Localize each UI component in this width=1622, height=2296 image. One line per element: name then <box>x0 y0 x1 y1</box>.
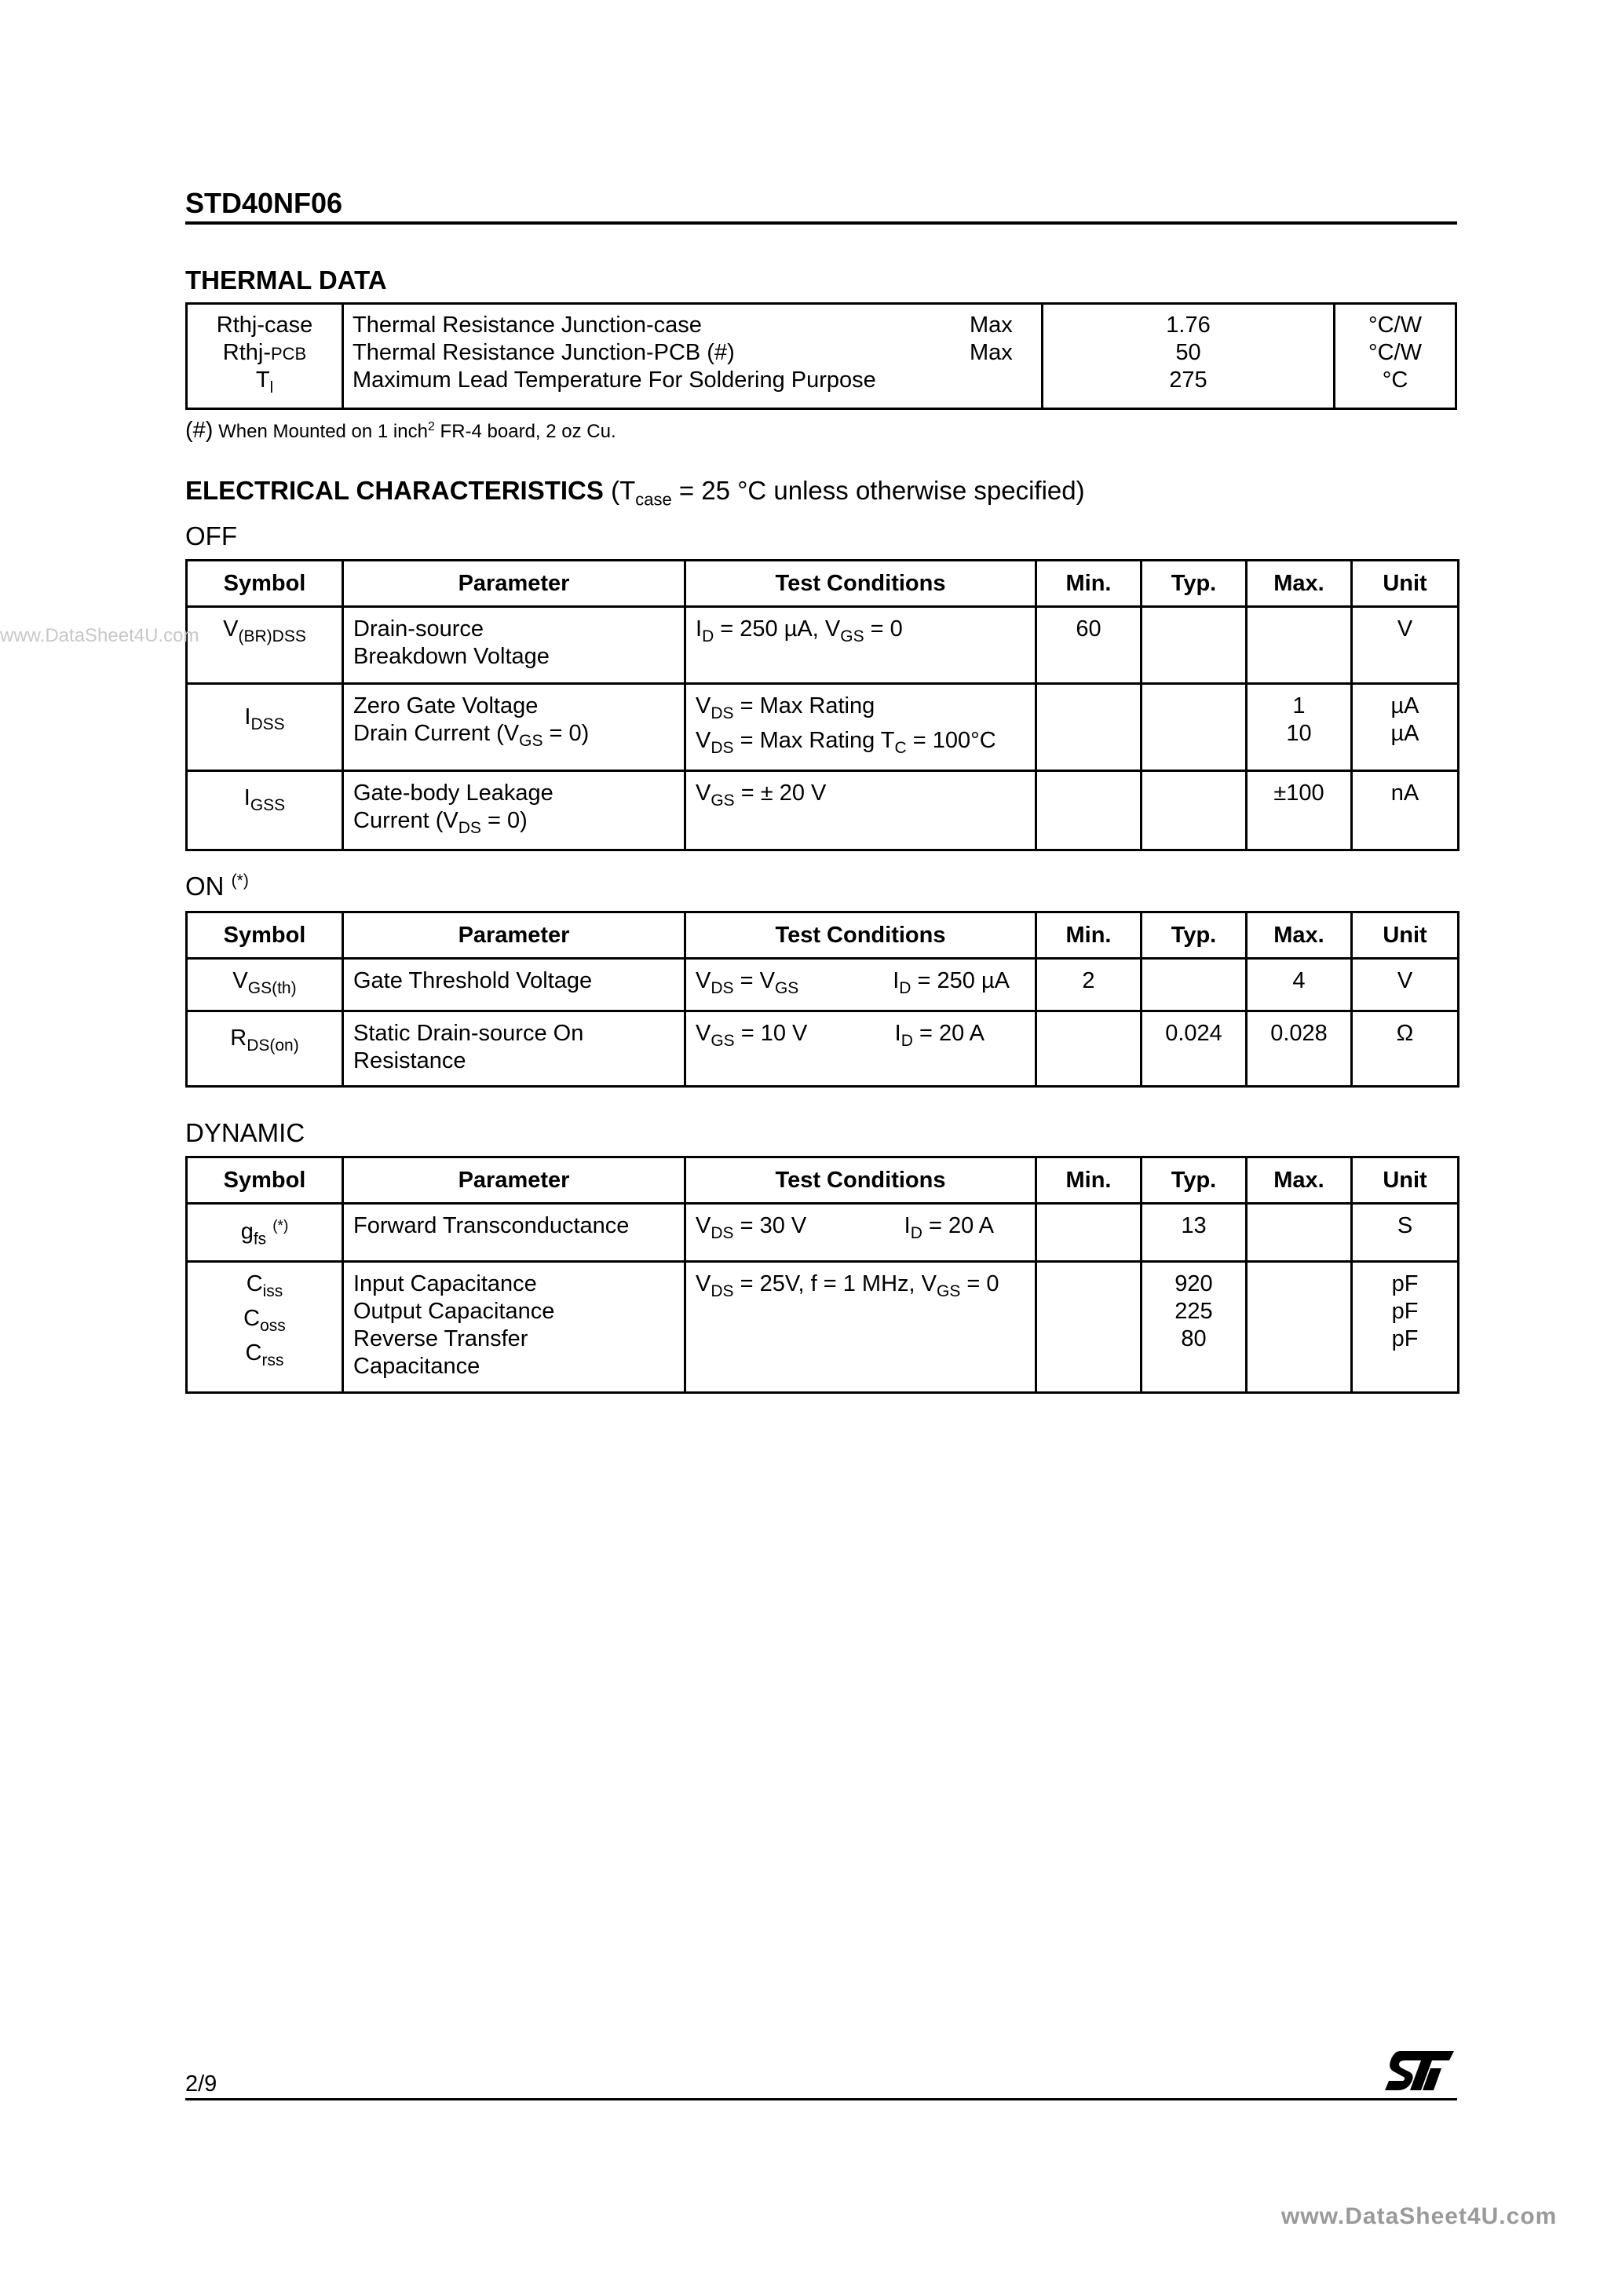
symbol-cell: $g_{fs}$ (*) <box>187 1204 343 1262</box>
symbol-cell: $I_{GSS}$ <box>187 770 343 850</box>
column-header: Max. <box>1247 1157 1352 1204</box>
on-section-label: ON (*) <box>185 872 249 901</box>
parameter-cell: Zero Gate Voltage Drain Current $(V_{GS} = 0)$ <box>343 684 685 771</box>
max-cell <box>1247 607 1352 684</box>
column-header: Max. <box>1247 561 1352 607</box>
table-row <box>187 1262 1459 1393</box>
typ-cell <box>1142 684 1247 771</box>
min-cell <box>1036 1011 1142 1086</box>
table-row <box>187 1011 1459 1086</box>
table-row <box>187 1204 1459 1262</box>
thermal-unit: °C/W <box>1368 340 1422 365</box>
min-cell <box>1036 1204 1142 1262</box>
dynamic-characteristics-table <box>185 1156 1459 1394</box>
dynamic-section-label: DYNAMIC <box>185 1118 305 1147</box>
column-header: Test Conditions <box>685 912 1036 959</box>
thermal-footnote: (#) When Mounted on 1 inch$^2$ FR-4 board, 2 oz Cu. <box>185 418 616 443</box>
st-logo-icon <box>1383 2049 1456 2092</box>
watermark-text: www.DataSheet4U.com <box>0 625 199 646</box>
unit-cell: V <box>1352 607 1459 684</box>
table-header-row <box>187 912 1459 959</box>
unit-cell: nA <box>1352 770 1459 850</box>
unit-cell: Ω <box>1352 1011 1459 1086</box>
test-conditions-cell: $V_{DS}$ = Max Rating $V_{DS}$ = Max Rating $T_C = 100^\circ C$ <box>685 684 1036 771</box>
typ-cell <box>1142 607 1247 684</box>
max-cell <box>1247 1262 1352 1393</box>
unit-cell: µA µA <box>1352 684 1459 771</box>
unit-cell: S <box>1352 1204 1459 1262</box>
table-row <box>187 684 1459 771</box>
on-characteristics-table <box>185 911 1459 1088</box>
column-header: Symbol <box>187 561 343 607</box>
electrical-characteristics-heading: ELECTRICAL CHARACTERISTICS ($T_{case} = 25$ °C unless otherwise specified) <box>185 476 1085 510</box>
column-header: Parameter <box>343 912 685 959</box>
thermal-divider <box>342 305 344 408</box>
column-header: Min. <box>1036 561 1142 607</box>
column-header: Unit <box>1352 561 1459 607</box>
thermal-parameter: Thermal Resistance Junction-PCB (#) <box>353 340 735 365</box>
column-header: Unit <box>1352 912 1459 959</box>
typ-cell: 0.024 <box>1142 1011 1247 1086</box>
column-header: Parameter <box>343 561 685 607</box>
test-conditions-cell: $V_{DS} = 30$ V $I_D = 20$ A <box>685 1204 1036 1262</box>
column-header: Symbol <box>187 1157 343 1204</box>
typ-cell: 920 225 80 <box>1142 1262 1247 1393</box>
table-row <box>187 959 1459 1011</box>
symbol-cell: $V_{(BR)DSS}$ <box>187 607 343 684</box>
parameter-cell: Drain-source Breakdown Voltage <box>343 607 685 684</box>
thermal-qualifier: Max <box>970 340 1013 365</box>
off-section-label: OFF <box>185 521 237 550</box>
column-header: Test Conditions <box>685 561 1036 607</box>
max-cell: ±100 <box>1247 770 1352 850</box>
table-row <box>187 607 1459 684</box>
thermal-data-heading: THERMAL DATA <box>185 265 387 294</box>
thermal-qualifier: Max <box>970 313 1013 338</box>
parameter-cell: Input Capacitance Output Capacitance Reverse Transfer Capacitance <box>343 1262 685 1393</box>
typ-cell: 13 <box>1142 1204 1247 1262</box>
min-cell <box>1036 770 1142 850</box>
symbol-cell: $V_{GS(th)}$ <box>187 959 343 1011</box>
footer-rule <box>185 2098 1457 2100</box>
max-cell: 1 10 <box>1247 684 1352 771</box>
min-cell: 2 <box>1036 959 1142 1011</box>
column-header: Min. <box>1036 912 1142 959</box>
symbol-cell: $C_{iss}$ $C_{oss}$ $C_{rss}$ <box>187 1262 343 1393</box>
watermark-text: www.DataSheet4U.com <box>1281 2203 1558 2229</box>
column-header: Parameter <box>343 1157 685 1204</box>
column-header: Typ. <box>1142 912 1247 959</box>
thermal-unit: °C <box>1382 367 1408 393</box>
parameter-cell: Gate-body Leakage Current $(V_{DS} = 0)$ <box>343 770 685 850</box>
thermal-parameter: Maximum Lead Temperature For Soldering Purpose <box>353 367 876 393</box>
thermal-symbol: $T_l$ <box>255 367 274 397</box>
table-row <box>187 770 1459 850</box>
min-cell: 60 <box>1036 607 1142 684</box>
typ-cell <box>1142 770 1247 850</box>
thermal-symbol: Rthj-PCB <box>222 340 307 365</box>
thermal-unit: °C/W <box>1368 313 1422 338</box>
column-header: Max. <box>1247 912 1352 959</box>
max-cell: 4 <box>1247 959 1352 1011</box>
max-cell <box>1247 1204 1352 1262</box>
test-conditions-cell: $I_D = 250$ µA, $V_{GS} = 0$ <box>685 607 1036 684</box>
typ-cell <box>1142 959 1247 1011</box>
min-cell <box>1036 684 1142 771</box>
title-rule <box>185 221 1457 225</box>
min-cell <box>1036 1262 1142 1393</box>
column-header: Min. <box>1036 1157 1142 1204</box>
test-conditions-cell: $V_{DS} = 25V$, f = 1 MHz, $V_{GS} = 0$ <box>685 1262 1036 1393</box>
test-conditions-cell: $V_{DS} = V_{GS}$ $I_D = 250$ µA <box>685 959 1036 1011</box>
off-characteristics-table <box>185 559 1459 851</box>
symbol-cell: $I_{DSS}$ <box>187 684 343 771</box>
unit-cell: V <box>1352 959 1459 1011</box>
thermal-parameter: Thermal Resistance Junction-case <box>353 313 702 338</box>
max-cell: 0.028 <box>1247 1011 1352 1086</box>
unit-cell: pF pF pF <box>1352 1262 1459 1393</box>
thermal-data-table <box>185 302 1457 410</box>
test-conditions-cell: $V_{GS}$ = ± 20 V <box>685 770 1036 850</box>
parameter-cell: Forward Transconductance <box>343 1204 685 1262</box>
column-header: Typ. <box>1142 1157 1247 1204</box>
thermal-symbol: Rthj-case <box>216 313 313 338</box>
column-header: Symbol <box>187 912 343 959</box>
page-number: 2/9 <box>185 2071 217 2097</box>
thermal-value: 50 <box>1175 340 1201 365</box>
parameter-cell: Gate Threshold Voltage <box>343 959 685 1011</box>
table-header-row <box>187 561 1459 607</box>
column-header: Typ. <box>1142 561 1247 607</box>
parameter-cell: Static Drain-source On Resistance <box>343 1011 685 1086</box>
table-header-row <box>187 1157 1459 1204</box>
column-header: Unit <box>1352 1157 1459 1204</box>
test-conditions-cell: $V_{GS} = 10$ V $I_D = 20$ A <box>685 1011 1036 1086</box>
column-header: Test Conditions <box>685 1157 1036 1204</box>
symbol-cell: $R_{DS(on)}$ <box>187 1011 343 1086</box>
thermal-value: 275 <box>1169 367 1207 393</box>
thermal-value: 1.76 <box>1166 313 1211 338</box>
part-number-title: STD40NF06 <box>185 187 343 219</box>
